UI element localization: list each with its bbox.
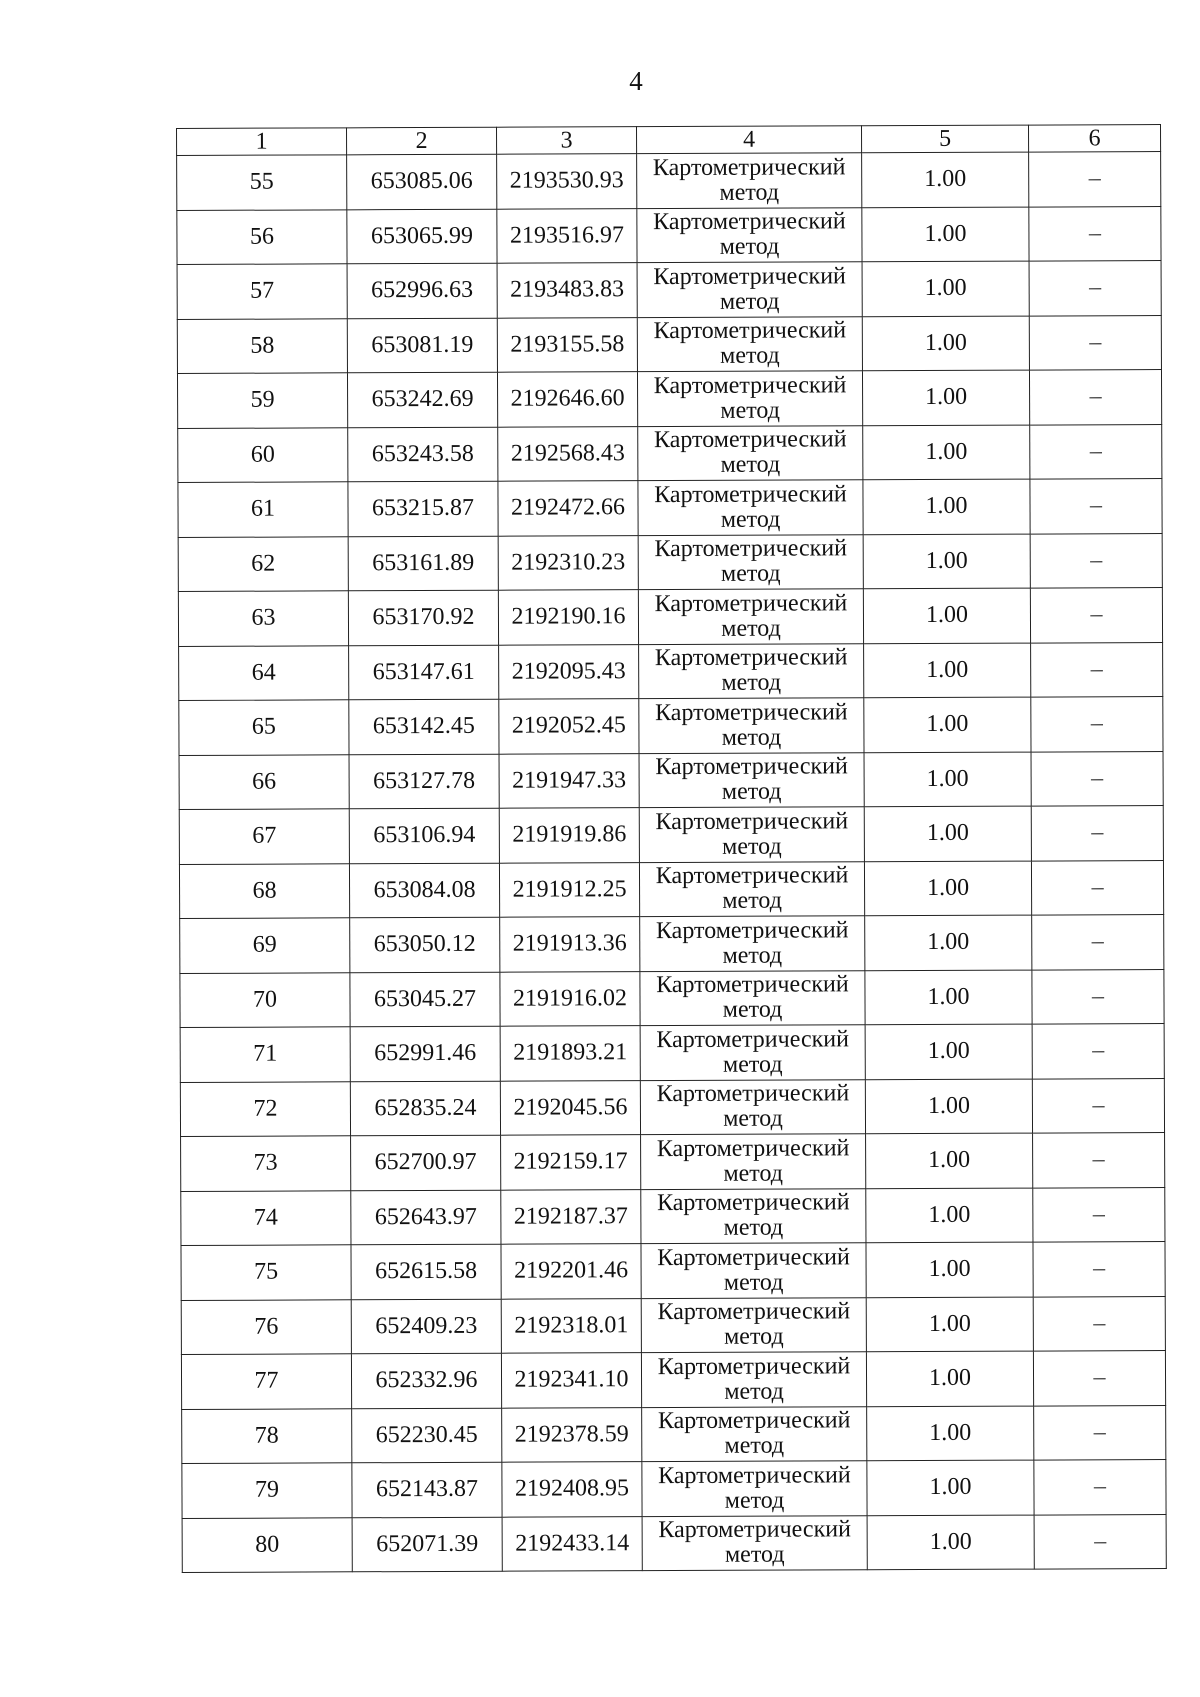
note-cell: – bbox=[1032, 1078, 1164, 1133]
precision-cell: 1.00 bbox=[863, 534, 1030, 589]
method-cell bbox=[637, 207, 862, 262]
method-line-2: метод bbox=[724, 1487, 785, 1514]
column-header-6: 6 bbox=[1028, 125, 1160, 153]
y-coordinate-cell: 2192646.60 bbox=[497, 372, 637, 427]
method-cell bbox=[639, 698, 864, 753]
note-cell: – bbox=[1032, 1024, 1164, 1079]
precision-cell: 1.00 bbox=[863, 479, 1030, 534]
note-cell: – bbox=[1031, 751, 1163, 806]
note-cell: – bbox=[1029, 206, 1161, 261]
x-coordinate-cell: 652643.97 bbox=[351, 1190, 501, 1245]
y-coordinate-cell: 2192159.17 bbox=[501, 1135, 641, 1190]
table-body bbox=[177, 152, 1167, 1573]
precision-cell: 1.00 bbox=[866, 1242, 1033, 1297]
note-cell: – bbox=[1033, 1187, 1165, 1242]
x-coordinate-cell: 653161.89 bbox=[348, 536, 498, 591]
note-cell: – bbox=[1031, 806, 1163, 861]
x-coordinate-cell: 653142.45 bbox=[349, 699, 499, 754]
point-number-cell: 64 bbox=[179, 645, 349, 700]
table-row bbox=[181, 1351, 1165, 1409]
method-cell bbox=[639, 643, 864, 698]
page-number: 4 bbox=[629, 66, 643, 96]
method-line-2: метод bbox=[720, 342, 780, 370]
x-coordinate-cell: 652409.23 bbox=[351, 1299, 501, 1354]
method-cell bbox=[641, 1297, 866, 1352]
table-row bbox=[178, 588, 1162, 646]
method-line-2: метод bbox=[721, 724, 782, 751]
method-line-1: Картометрический bbox=[657, 1407, 851, 1435]
y-coordinate-cell: 2192408.95 bbox=[502, 1462, 642, 1517]
y-coordinate-cell: 2192187.37 bbox=[501, 1189, 641, 1244]
table-row bbox=[181, 1133, 1165, 1191]
table-row bbox=[177, 261, 1161, 319]
method-line-2: метод bbox=[723, 1105, 783, 1133]
y-coordinate-cell: 2193483.83 bbox=[497, 263, 637, 318]
point-number-cell: 78 bbox=[182, 1408, 352, 1463]
method-line-2: метод bbox=[721, 669, 782, 697]
x-coordinate-cell: 652071.39 bbox=[352, 1517, 502, 1572]
method-line-1: Картометрический bbox=[653, 426, 847, 454]
method-line-2: метод bbox=[720, 397, 780, 424]
method-cell bbox=[637, 262, 862, 317]
note-cell: – bbox=[1029, 315, 1161, 370]
table-row bbox=[177, 206, 1161, 264]
precision-cell: 1.00 bbox=[865, 915, 1032, 970]
method-line-1: Картометрический bbox=[655, 808, 849, 835]
note-cell: – bbox=[1032, 969, 1164, 1024]
y-coordinate-cell: 2191913.36 bbox=[500, 917, 640, 972]
precision-cell: 1.00 bbox=[866, 1351, 1033, 1406]
method-cell bbox=[640, 1079, 865, 1134]
method-line-2: метод bbox=[724, 1323, 784, 1351]
point-number-cell: 71 bbox=[180, 1027, 350, 1082]
x-coordinate-cell: 653085.06 bbox=[347, 154, 497, 209]
method-line-2: метод bbox=[719, 179, 780, 206]
note-cell: – bbox=[1034, 1514, 1166, 1569]
note-cell: – bbox=[1030, 533, 1162, 588]
method-cell bbox=[641, 1352, 866, 1407]
method-line-1: Картометрический bbox=[655, 699, 848, 726]
precision-cell: 1.00 bbox=[865, 1024, 1032, 1079]
y-coordinate-cell: 2192052.45 bbox=[499, 699, 639, 754]
table-row bbox=[177, 152, 1161, 210]
point-number-cell: 72 bbox=[180, 1081, 350, 1136]
y-coordinate-cell: 2191916.02 bbox=[500, 971, 640, 1026]
precision-cell: 1.00 bbox=[865, 970, 1032, 1025]
table-row bbox=[178, 479, 1162, 537]
note-cell: – bbox=[1030, 424, 1162, 479]
precision-cell: 1.00 bbox=[864, 806, 1031, 861]
precision-cell: 1.00 bbox=[867, 1406, 1034, 1461]
column-header-2: 2 bbox=[347, 127, 497, 155]
x-coordinate-cell: 653065.99 bbox=[347, 209, 497, 264]
precision-cell: 1.00 bbox=[864, 752, 1031, 807]
column-header-1: 1 bbox=[177, 128, 347, 156]
column-header-3: 3 bbox=[496, 127, 636, 155]
x-coordinate-cell: 652835.24 bbox=[350, 1081, 500, 1136]
y-coordinate-cell: 2192472.66 bbox=[498, 481, 638, 536]
column-header-4: 4 bbox=[636, 126, 861, 154]
precision-cell: 1.00 bbox=[866, 1297, 1033, 1352]
method-cell bbox=[640, 916, 865, 971]
x-coordinate-cell: 653084.08 bbox=[349, 863, 499, 918]
method-line-1: Картометрический bbox=[657, 1298, 851, 1326]
method-cell bbox=[641, 1134, 866, 1189]
precision-cell: 1.00 bbox=[863, 425, 1030, 480]
method-cell bbox=[638, 425, 863, 480]
table-row bbox=[179, 697, 1163, 755]
table-row bbox=[179, 642, 1163, 700]
point-number-cell: 69 bbox=[180, 918, 350, 973]
method-line-1: Картометрический bbox=[657, 1244, 850, 1271]
table-row bbox=[182, 1460, 1166, 1518]
table-row bbox=[180, 915, 1164, 973]
x-coordinate-cell: 653170.92 bbox=[348, 590, 498, 645]
y-coordinate-cell: 2192378.59 bbox=[502, 1407, 642, 1462]
method-line-1: Картометрический bbox=[653, 317, 847, 345]
method-line-2: метод bbox=[720, 506, 781, 533]
method-line-1: Картометрический bbox=[653, 208, 846, 236]
precision-cell: 1.00 bbox=[862, 152, 1029, 207]
x-coordinate-cell: 653215.87 bbox=[348, 481, 498, 536]
point-number-cell: 70 bbox=[180, 972, 350, 1027]
method-line-1: Картометрический bbox=[653, 263, 846, 290]
method-line-1: Картометрический bbox=[656, 1080, 850, 1108]
table-row bbox=[179, 860, 1163, 918]
x-coordinate-cell: 652332.96 bbox=[351, 1353, 501, 1408]
table-row bbox=[180, 969, 1164, 1027]
point-number-cell: 55 bbox=[177, 155, 347, 210]
point-number-cell: 79 bbox=[182, 1463, 352, 1518]
precision-cell: 1.00 bbox=[866, 1188, 1033, 1243]
point-number-cell: 61 bbox=[178, 482, 348, 537]
point-number-cell: 73 bbox=[181, 1136, 351, 1191]
table-row bbox=[177, 315, 1161, 373]
method-line-2: метод bbox=[721, 778, 782, 806]
note-cell: – bbox=[1034, 1405, 1166, 1460]
method-cell bbox=[641, 1188, 866, 1243]
coordinates-table bbox=[176, 124, 1167, 1573]
method-line-2: метод bbox=[722, 887, 782, 915]
method-cell bbox=[641, 1243, 866, 1298]
precision-cell: 1.00 bbox=[862, 316, 1029, 371]
y-coordinate-cell: 2192310.23 bbox=[498, 535, 638, 590]
table-row bbox=[178, 533, 1162, 591]
method-line-2: метод bbox=[719, 233, 780, 261]
table-row bbox=[180, 1024, 1164, 1082]
method-line-2: метод bbox=[720, 451, 781, 479]
x-coordinate-cell: 653242.69 bbox=[347, 372, 497, 427]
y-coordinate-cell: 2192341.10 bbox=[501, 1353, 641, 1408]
method-line-1: Картометрический bbox=[658, 1516, 851, 1544]
x-coordinate-cell: 653106.94 bbox=[349, 808, 499, 863]
precision-cell: 1.00 bbox=[862, 261, 1029, 316]
x-coordinate-cell: 652996.63 bbox=[347, 263, 497, 318]
y-coordinate-cell: 2191912.25 bbox=[499, 862, 639, 917]
table-row bbox=[178, 424, 1162, 482]
point-number-cell: 65 bbox=[179, 700, 349, 755]
table-row bbox=[182, 1405, 1166, 1463]
x-coordinate-cell: 652143.87 bbox=[352, 1462, 502, 1517]
method-line-1: Картометрический bbox=[653, 372, 847, 399]
method-cell bbox=[637, 153, 862, 208]
y-coordinate-cell: 2192433.14 bbox=[502, 1516, 642, 1571]
y-coordinate-cell: 2191947.33 bbox=[499, 753, 639, 808]
method-cell bbox=[639, 861, 864, 916]
point-number-cell: 66 bbox=[179, 754, 349, 809]
method-cell bbox=[640, 1025, 865, 1080]
method-line-2: метод bbox=[723, 1269, 784, 1296]
method-line-1: Картометрический bbox=[656, 1026, 849, 1053]
x-coordinate-cell: 653243.58 bbox=[348, 427, 498, 482]
note-cell: – bbox=[1031, 697, 1163, 752]
method-cell bbox=[638, 534, 863, 589]
y-coordinate-cell: 2192318.01 bbox=[501, 1298, 641, 1353]
note-cell: – bbox=[1029, 152, 1161, 207]
point-number-cell: 75 bbox=[181, 1245, 351, 1300]
method-line-2: метод bbox=[720, 560, 781, 588]
table-row bbox=[181, 1296, 1165, 1354]
header-row bbox=[177, 125, 1161, 156]
y-coordinate-cell: 2193530.93 bbox=[497, 154, 637, 209]
x-coordinate-cell: 653081.19 bbox=[347, 318, 497, 373]
note-cell: – bbox=[1034, 1460, 1166, 1515]
precision-cell: 1.00 bbox=[864, 643, 1031, 698]
method-line-1: Картометрический bbox=[654, 644, 848, 672]
point-number-cell: 74 bbox=[181, 1190, 351, 1245]
method-cell bbox=[642, 1406, 867, 1461]
note-cell: – bbox=[1030, 479, 1162, 534]
precision-cell: 1.00 bbox=[862, 207, 1029, 262]
note-cell: – bbox=[1033, 1242, 1165, 1297]
note-cell: – bbox=[1031, 642, 1163, 697]
method-line-1: Картометрический bbox=[655, 917, 849, 944]
precision-cell: 1.00 bbox=[867, 1515, 1034, 1570]
method-cell bbox=[642, 1461, 867, 1516]
note-cell: – bbox=[1033, 1351, 1165, 1406]
method-line-2: метод bbox=[724, 1432, 785, 1460]
point-number-cell: 58 bbox=[177, 318, 347, 373]
method-line-1: Картометрический bbox=[656, 971, 849, 999]
y-coordinate-cell: 2192095.43 bbox=[499, 644, 639, 699]
method-cell bbox=[638, 589, 863, 644]
method-line-1: Картометрический bbox=[657, 1353, 851, 1380]
point-number-cell: 63 bbox=[178, 591, 348, 646]
x-coordinate-cell: 652615.58 bbox=[351, 1244, 501, 1299]
x-coordinate-cell: 653045.27 bbox=[350, 972, 500, 1027]
table-row bbox=[181, 1242, 1165, 1300]
note-cell: – bbox=[1030, 588, 1162, 643]
x-coordinate-cell: 653050.12 bbox=[350, 917, 500, 972]
method-line-2: метод bbox=[723, 1214, 784, 1242]
method-line-1: Картометрический bbox=[654, 481, 847, 508]
method-line-2: метод bbox=[722, 996, 783, 1024]
point-number-cell: 60 bbox=[178, 427, 348, 482]
point-number-cell: 68 bbox=[179, 863, 349, 918]
method-line-1: Картометрический bbox=[654, 535, 848, 563]
table-row bbox=[181, 1187, 1165, 1245]
x-coordinate-cell: 653127.78 bbox=[349, 754, 499, 809]
method-line-2: метод bbox=[719, 288, 780, 315]
precision-cell: 1.00 bbox=[867, 1460, 1034, 1515]
method-line-2: метод bbox=[724, 1378, 784, 1405]
table-row bbox=[182, 1514, 1166, 1572]
x-coordinate-cell: 653147.61 bbox=[349, 645, 499, 700]
method-cell bbox=[637, 371, 862, 426]
point-number-cell: 77 bbox=[181, 1354, 351, 1409]
method-line-1: Картометрический bbox=[655, 862, 849, 890]
table-row bbox=[179, 806, 1163, 864]
precision-cell: 1.00 bbox=[863, 588, 1030, 643]
note-cell: – bbox=[1029, 370, 1161, 425]
method-line-2: метод bbox=[721, 615, 781, 642]
point-number-cell: 80 bbox=[182, 1517, 352, 1572]
point-number-cell: 76 bbox=[181, 1299, 351, 1354]
table-row bbox=[180, 1078, 1164, 1136]
y-coordinate-cell: 2191919.86 bbox=[499, 808, 639, 863]
y-coordinate-cell: 2193516.97 bbox=[497, 208, 637, 263]
note-cell: – bbox=[1031, 860, 1163, 915]
method-line-2: метод bbox=[724, 1541, 785, 1569]
x-coordinate-cell: 652991.46 bbox=[350, 1026, 500, 1081]
precision-cell: 1.00 bbox=[866, 1133, 1033, 1188]
method-line-1: Картометрический bbox=[656, 1135, 850, 1162]
note-cell: – bbox=[1033, 1133, 1165, 1188]
x-coordinate-cell: 652700.97 bbox=[351, 1135, 501, 1190]
point-number-cell: 56 bbox=[177, 209, 347, 264]
precision-cell: 1.00 bbox=[865, 1079, 1032, 1134]
y-coordinate-cell: 2192045.56 bbox=[500, 1080, 640, 1135]
note-cell: – bbox=[1032, 915, 1164, 970]
method-cell bbox=[639, 807, 864, 862]
method-cell bbox=[638, 480, 863, 535]
method-cell bbox=[639, 752, 864, 807]
method-line-1: Картометрический bbox=[652, 154, 846, 181]
method-line-1: Картометрический bbox=[655, 753, 848, 781]
x-coordinate-cell: 652230.45 bbox=[352, 1408, 502, 1463]
y-coordinate-cell: 2192190.16 bbox=[498, 590, 638, 645]
y-coordinate-cell: 2191893.21 bbox=[500, 1026, 640, 1081]
method-line-1: Картометрический bbox=[654, 590, 848, 617]
method-cell bbox=[637, 316, 862, 371]
table-row bbox=[179, 751, 1163, 809]
y-coordinate-cell: 2192201.46 bbox=[501, 1244, 641, 1299]
point-number-cell: 59 bbox=[177, 373, 347, 428]
method-line-2: метод bbox=[722, 833, 782, 860]
method-line-1: Картометрический bbox=[657, 1189, 850, 1217]
note-cell: – bbox=[1033, 1296, 1165, 1351]
precision-cell: 1.00 bbox=[862, 370, 1029, 425]
method-cell bbox=[642, 1515, 867, 1570]
y-coordinate-cell: 2193155.58 bbox=[497, 317, 637, 372]
note-cell: – bbox=[1029, 261, 1161, 316]
column-header-5: 5 bbox=[861, 125, 1028, 153]
precision-cell: 1.00 bbox=[864, 697, 1031, 752]
table-row bbox=[177, 370, 1161, 428]
method-line-2: метод bbox=[722, 942, 783, 969]
method-line-2: метод bbox=[723, 1160, 784, 1187]
method-line-2: метод bbox=[722, 1051, 783, 1078]
y-coordinate-cell: 2192568.43 bbox=[498, 426, 638, 481]
method-line-1: Картометрический bbox=[658, 1462, 851, 1489]
point-number-cell: 62 bbox=[178, 536, 348, 591]
point-number-cell: 57 bbox=[177, 264, 347, 319]
method-cell bbox=[640, 970, 865, 1025]
table-header bbox=[177, 125, 1161, 156]
precision-cell: 1.00 bbox=[864, 861, 1031, 916]
point-number-cell: 67 bbox=[179, 809, 349, 864]
